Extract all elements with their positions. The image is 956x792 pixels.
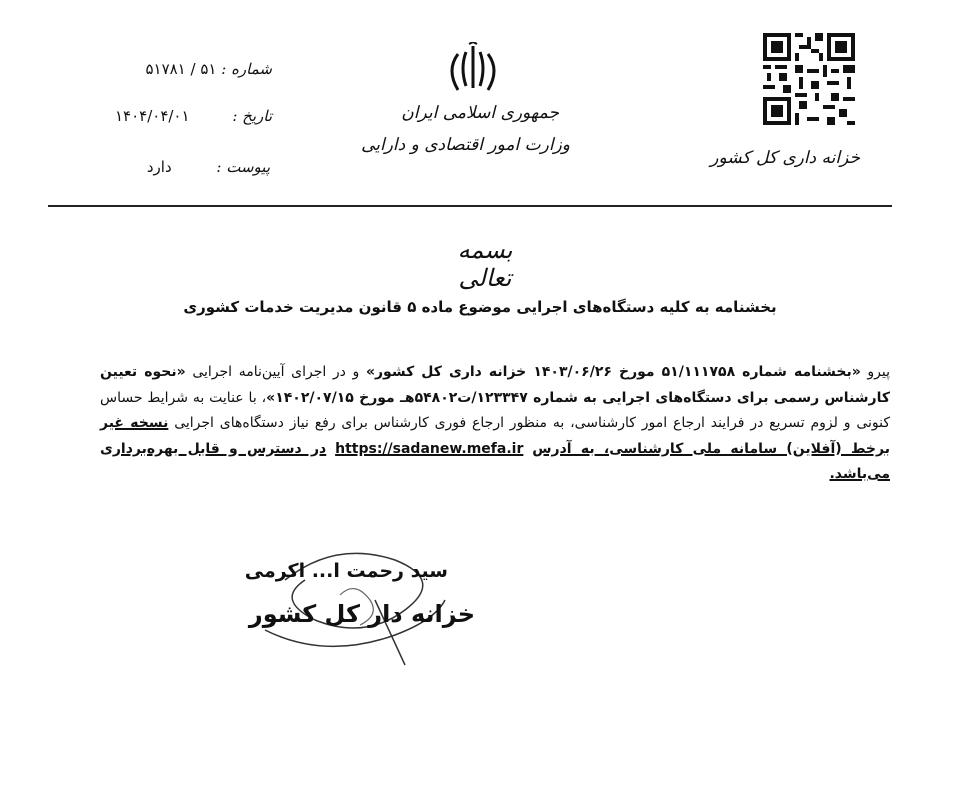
- basmala: بسمه تعالی: [457, 236, 513, 292]
- signatory-name: سید رحمت ا... اکرمی: [244, 560, 448, 582]
- body-part-5: ، با عنایت به شرایط حساس کنونی و لزوم تسریع در فرایند ارجاع امور کارشناسی، به منظور ارجاع فوری کارشناس برای رفع نیاز دستگاه‌های اجرایی: [100, 389, 891, 431]
- letter-date-row: [100, 107, 272, 125]
- website-link[interactable]: https://sadanew.mefa.ir: [335, 440, 524, 457]
- body-reference-2: «نحوه تعیین کارشناس رسمی برای دستگاه‌های اجرایی به شماره ۱۲۳۳۴۷/ت۵۴۸۰۲هـ مورخ ۱۴۰۲/۰۷/۱۵»: [100, 364, 891, 406]
- letter-number-value: ۵۱ / ۵۱۷۸۱: [145, 60, 217, 78]
- iran-emblem-icon: [440, 42, 506, 98]
- letter-number-row: [140, 60, 272, 78]
- body-part-1: پیرو: [867, 364, 890, 380]
- qr-code: [763, 33, 855, 125]
- letter-date-label: تاریخ :: [232, 107, 272, 125]
- letter-title: بخشنامه به کلیه دستگاه‌های اجرایی موضوع ماده ۵ قانون مدیریت خدمات کشوری: [183, 298, 777, 316]
- letter-attachment-value: دارد: [146, 158, 172, 176]
- letter-attachment-label: پیوست :: [216, 158, 270, 176]
- letter-attachment-row: [124, 158, 270, 176]
- letter-date-value: ۱۴۰۴/۰۴/۰۱: [114, 107, 190, 125]
- letter-body: [100, 360, 890, 488]
- body-part-3: و در اجرای آیین‌نامه اجرایی: [192, 364, 360, 380]
- treasury-header: خزانه داری کل کشور: [710, 148, 860, 168]
- body-highlight-1: نسخه غیر برخط (آفلاین) سامانه ملی کارشناسی، به آدرس: [100, 415, 890, 457]
- body-reference-1: «بخشنامه شماره ۵۱/۱۱۱۷۵۸ مورخ ۱۴۰۳/۰۶/۲۶ خزانه داری کل کشور»: [365, 364, 861, 380]
- ministry-line-1: جمهوری اسلامی ایران: [401, 103, 559, 123]
- header-divider: [48, 205, 892, 207]
- ministry-line-2: وزارت امور اقتصادی و دارایی: [361, 135, 570, 155]
- signatory-title: خزانه دار کل کشور: [248, 600, 475, 628]
- body-highlight-2: در دسترس و قابل بهره‌برداری می‌باشد.: [100, 440, 890, 482]
- letter-number-label: شماره :: [221, 60, 272, 78]
